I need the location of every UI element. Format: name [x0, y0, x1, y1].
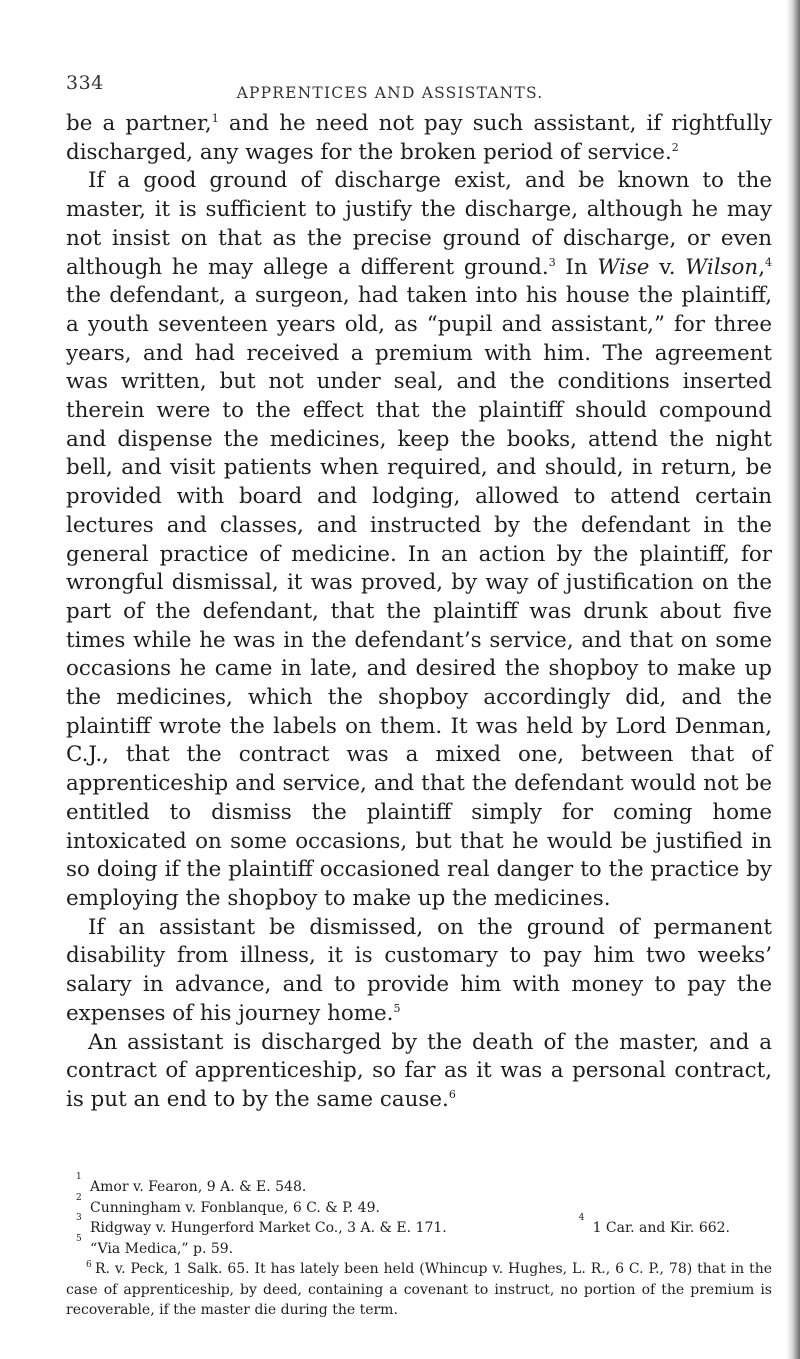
footnote-text: R. v. Peck, 1 Salk. 65. It has lately been held (Whincup v. Hughes, L. R., 6 C. P., 78) that in the case of apprenticeship, by deed, containing a covenant to instruct, no portion of the premium is recoverable, if the master die during the term.	[66, 1261, 773, 1318]
footnote-ref: 5	[393, 1001, 401, 1015]
footnote-number: 2	[76, 1192, 82, 1203]
paragraph-4	[66, 1029, 772, 1115]
text-run: ,	[758, 254, 766, 280]
footnote-ref: 1	[211, 111, 219, 125]
case-name-wilson: Wilson	[685, 254, 759, 280]
footnote-text: “Via Medica,” p. 59.	[90, 1240, 234, 1257]
footnote-5	[66, 1233, 772, 1260]
footnote-text: 1 Car. and Kir. 662.	[592, 1220, 730, 1236]
page-number: 334	[66, 72, 104, 94]
text-run: If an assistant be dismissed, on the ground of permanent disability from illness, it is customary to pay him two weeks’ salary in advance, and to provide him with money to pay the expenses of his journey home.	[66, 914, 772, 1026]
footnote-4	[569, 1213, 772, 1239]
footnote-text: Ridgway v. Hungerford Market Co., 3 A. & E. 171.	[90, 1220, 447, 1236]
scan-edge-shadow	[786, 0, 800, 1359]
footnotes	[66, 1172, 773, 1321]
footnote-ref: 6	[448, 1087, 456, 1101]
footnote-number: 4	[578, 1213, 585, 1223]
footnote-number: 3	[76, 1213, 82, 1223]
footnote-6: 6 R. v. Peck, 1 Salk. 65. It has lately been held (Whincup v. Hughes, L. R., 6 C. P., 78) that in the case of apprenticeship, by deed, containing a covenant to instruct, no portion of the premium is recoverable, if the master die during the term.	[66, 1260, 773, 1318]
footnote-ref: 4	[765, 255, 773, 269]
text-run: If a good ground of discharge exist, and be known to the master, it is sufficient to justify the discharge, although he may not insist on that as the precise ground of discharge, or even although he may allege a different ground.	[66, 168, 772, 280]
footnote-ref: 2	[671, 140, 679, 154]
footnote-2	[66, 1192, 772, 1219]
case-name-wise: Wise	[597, 254, 650, 280]
footnote-number: 5	[76, 1233, 82, 1244]
footnote-ref: 3	[548, 255, 556, 269]
text-run: the defendant, a surgeon, had taken into his house the plaintiff, a youth seventeen years old, as “pupil and assistant,” for three years, and had received a premium with him. The agreement was written, but not under seal, and the conditions inserted therein were to the effect that the plaintiff should compound and dispense the medicines, keep the books, attend the night bell, and visit patients when required, and should, in return, be provided with board and lodging, allowed to attend certain lectures and classes, and instructed by the defendant in the general practice of medicine. In an action by the plaintiff, for wrongful dismissal, it was proved, by way of justification on the part of the defendant, that the plaintiff was drunk about five times while he was in the defendant’s service, and that on some occasions he came in late, and desired the shopboy to make up the medicines, which the shopboy accordingly did, and the plaintiff wrote the labels on them. It was held by Lord Denman, C.J., that the contract was a mixed one, between that of apprenticeship and service, and that the defendant would not be entitled to dismiss the plaintiff simply for coming home intoxicated on some occasions, but that he would be justified in so doing if the plaintiff occasioned real danger to the practice by employing the shopboy to make up the medicines.	[66, 283, 772, 911]
text-run: An assistant is discharged by the death of the master, and a contract of apprenticeship, so far as it was a personal contract, is put an end to by the same cause.	[66, 1029, 772, 1112]
running-head: APPRENTICES AND ASSISTANTS.	[236, 84, 544, 102]
text-run: be a partner,	[66, 111, 212, 136]
body-text	[66, 110, 772, 1115]
paragraph-3	[66, 914, 772, 1029]
footnote-row-3-4	[66, 1213, 772, 1239]
footnote-3	[66, 1213, 447, 1239]
footnote-1	[66, 1172, 772, 1198]
footnote-text: Cunningham v. Fonblanque, 6 C. & P. 49.	[90, 1199, 380, 1216]
text-run: and he need not pay such assistant, if rightfully discharged, any wages for the broken period of service.	[66, 111, 772, 165]
paragraph-2	[66, 167, 772, 913]
text-run: In	[555, 254, 598, 280]
text-run: v.	[649, 254, 686, 280]
paragraph-1	[66, 110, 772, 167]
footnote-text: Amor v. Fearon, 9 A. & E. 548.	[90, 1179, 307, 1195]
footnote-number: 1	[76, 1172, 82, 1182]
